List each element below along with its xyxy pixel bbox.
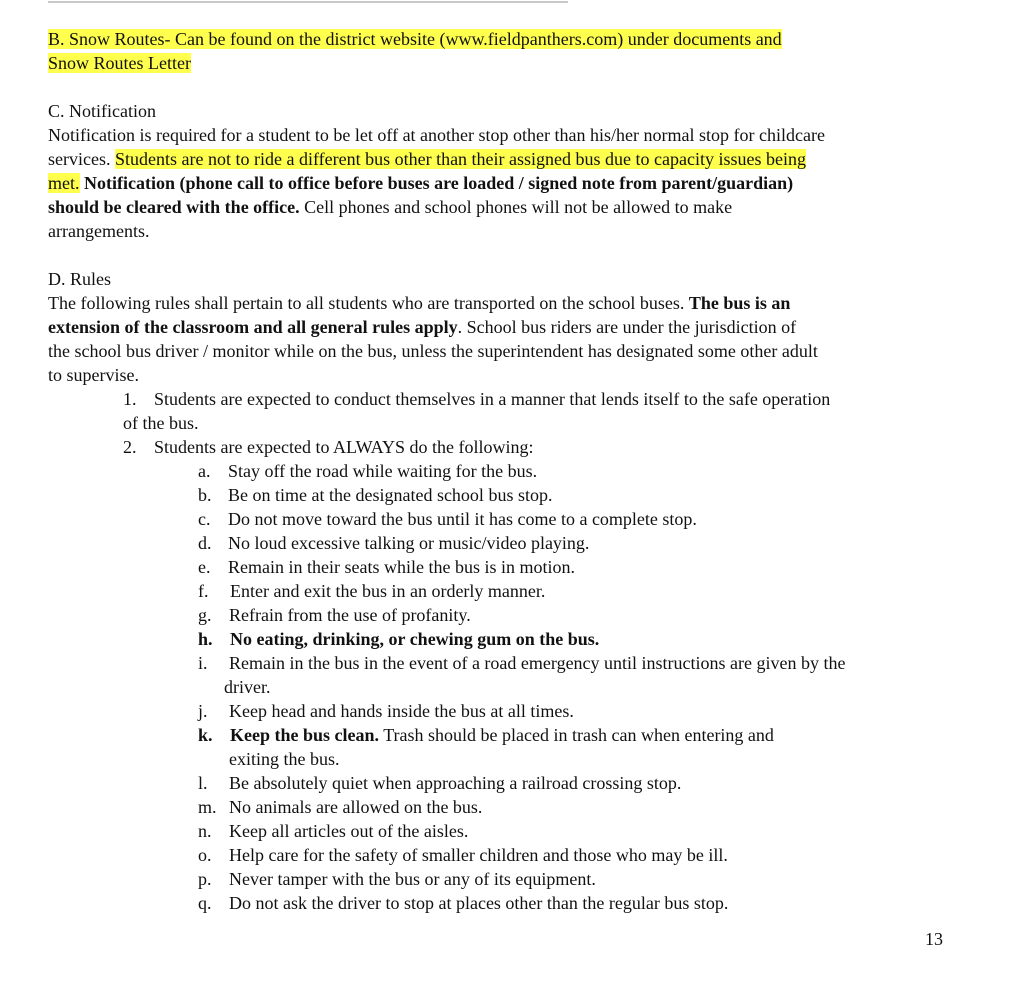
rule-label: m. [198, 797, 217, 817]
rule-text-continued: driver. [224, 677, 271, 697]
rule-label: i. [198, 653, 208, 673]
rule-text: No eating, drinking, or chewing gum on the bus. [230, 629, 600, 649]
item-1-line-2: of the bus. [123, 413, 199, 433]
rule-text: Do not ask the driver to stop at places other than the regular bus stop. [229, 893, 729, 913]
section-c-line-2: services. Students are not to ride a different bus other than their assigned bus due to capacity issues being [48, 149, 806, 169]
rule-text: Refrain from the use of profanity. [229, 605, 471, 625]
rule-text: Be on time at the designated school bus stop. [228, 485, 553, 505]
rule-text: No animals are allowed on the bus. [229, 797, 483, 817]
rule-label: c. [198, 509, 211, 529]
section-d-line-1: The following rules shall pertain to all students who are transported on the school buses. The bus is an [48, 293, 791, 313]
item-2-text: Students are expected to ALWAYS do the following: [154, 437, 534, 457]
rule-label: e. [198, 557, 211, 577]
rule-text: Do not move toward the bus until it has come to a complete stop. [228, 509, 697, 529]
rule-label: l. [198, 773, 208, 793]
section-c-line-3: met. Notification (phone call to office before buses are loaded / signed note from parent/guardian) [48, 173, 794, 193]
rule-text: Stay off the road while waiting for the bus. [228, 461, 538, 481]
rule-label: k. [198, 725, 213, 745]
rule-label: g. [198, 605, 212, 625]
rule-text: Remain in their seats while the bus is in motion. [228, 557, 575, 577]
rule-text: Help care for the safety of smaller children and those who may be ill. [229, 845, 728, 865]
cut-off-previous-line [48, 0, 568, 4]
rule-text: No loud excessive talking or music/video playing. [228, 533, 590, 553]
rule-label: f. [198, 581, 209, 601]
rule-text: Never tamper with the bus or any of its equipment. [229, 869, 596, 889]
rule-text: Keep the bus clean. Trash should be placed in trash can when entering and [230, 725, 774, 745]
section-d-heading: D. Rules [48, 269, 111, 289]
rule-text-continued: exiting the bus. [229, 749, 340, 769]
section-c-heading: C. Notification [48, 101, 156, 121]
rule-text: Keep all articles out of the aisles. [229, 821, 469, 841]
item-1-number: 1. [123, 389, 137, 409]
rule-label: p. [198, 869, 212, 889]
section-b-line-2: Snow Routes Letter [48, 53, 191, 73]
section-c-line-1: Notification is required for a student to be let off at another stop other than his/her normal stop for childcare [48, 125, 825, 145]
rule-text: Enter and exit the bus in an orderly manner. [230, 581, 546, 601]
section-d-line-3: the school bus driver / monitor while on the bus, unless the superintendent has designated some other adult [48, 341, 818, 361]
rule-text: Remain in the bus in the event of a road emergency until instructions are given by the [229, 653, 846, 673]
rule-text: Be absolutely quiet when approaching a railroad crossing stop. [229, 773, 682, 793]
section-c-line-5: arrangements. [48, 221, 150, 241]
rule-label: a. [198, 461, 211, 481]
rule-label: j. [198, 701, 208, 721]
item-2-number: 2. [123, 437, 137, 457]
section-b-line-1: B. Snow Routes- Can be found on the district website (www.fieldpanthers.com) under documents and [48, 29, 782, 49]
rule-label: d. [198, 533, 212, 553]
rule-label: n. [198, 821, 212, 841]
rule-text: Keep head and hands inside the bus at all times. [229, 701, 574, 721]
section-d-line-4: to supervise. [48, 365, 139, 385]
section-c-line-4: should be cleared with the office. Cell phones and school phones will not be allowed to make [48, 197, 733, 217]
item-1-line-1: Students are expected to conduct themselves in a manner that lends itself to the safe operation [154, 389, 831, 409]
section-d-line-2: extension of the classroom and all general rules apply. School bus riders are under the jurisdiction of [48, 317, 797, 337]
page-number: 13 [925, 929, 943, 949]
rule-label: q. [198, 893, 212, 913]
rule-label: h. [198, 629, 213, 649]
rule-label: o. [198, 845, 212, 865]
rule-label: b. [198, 485, 212, 505]
